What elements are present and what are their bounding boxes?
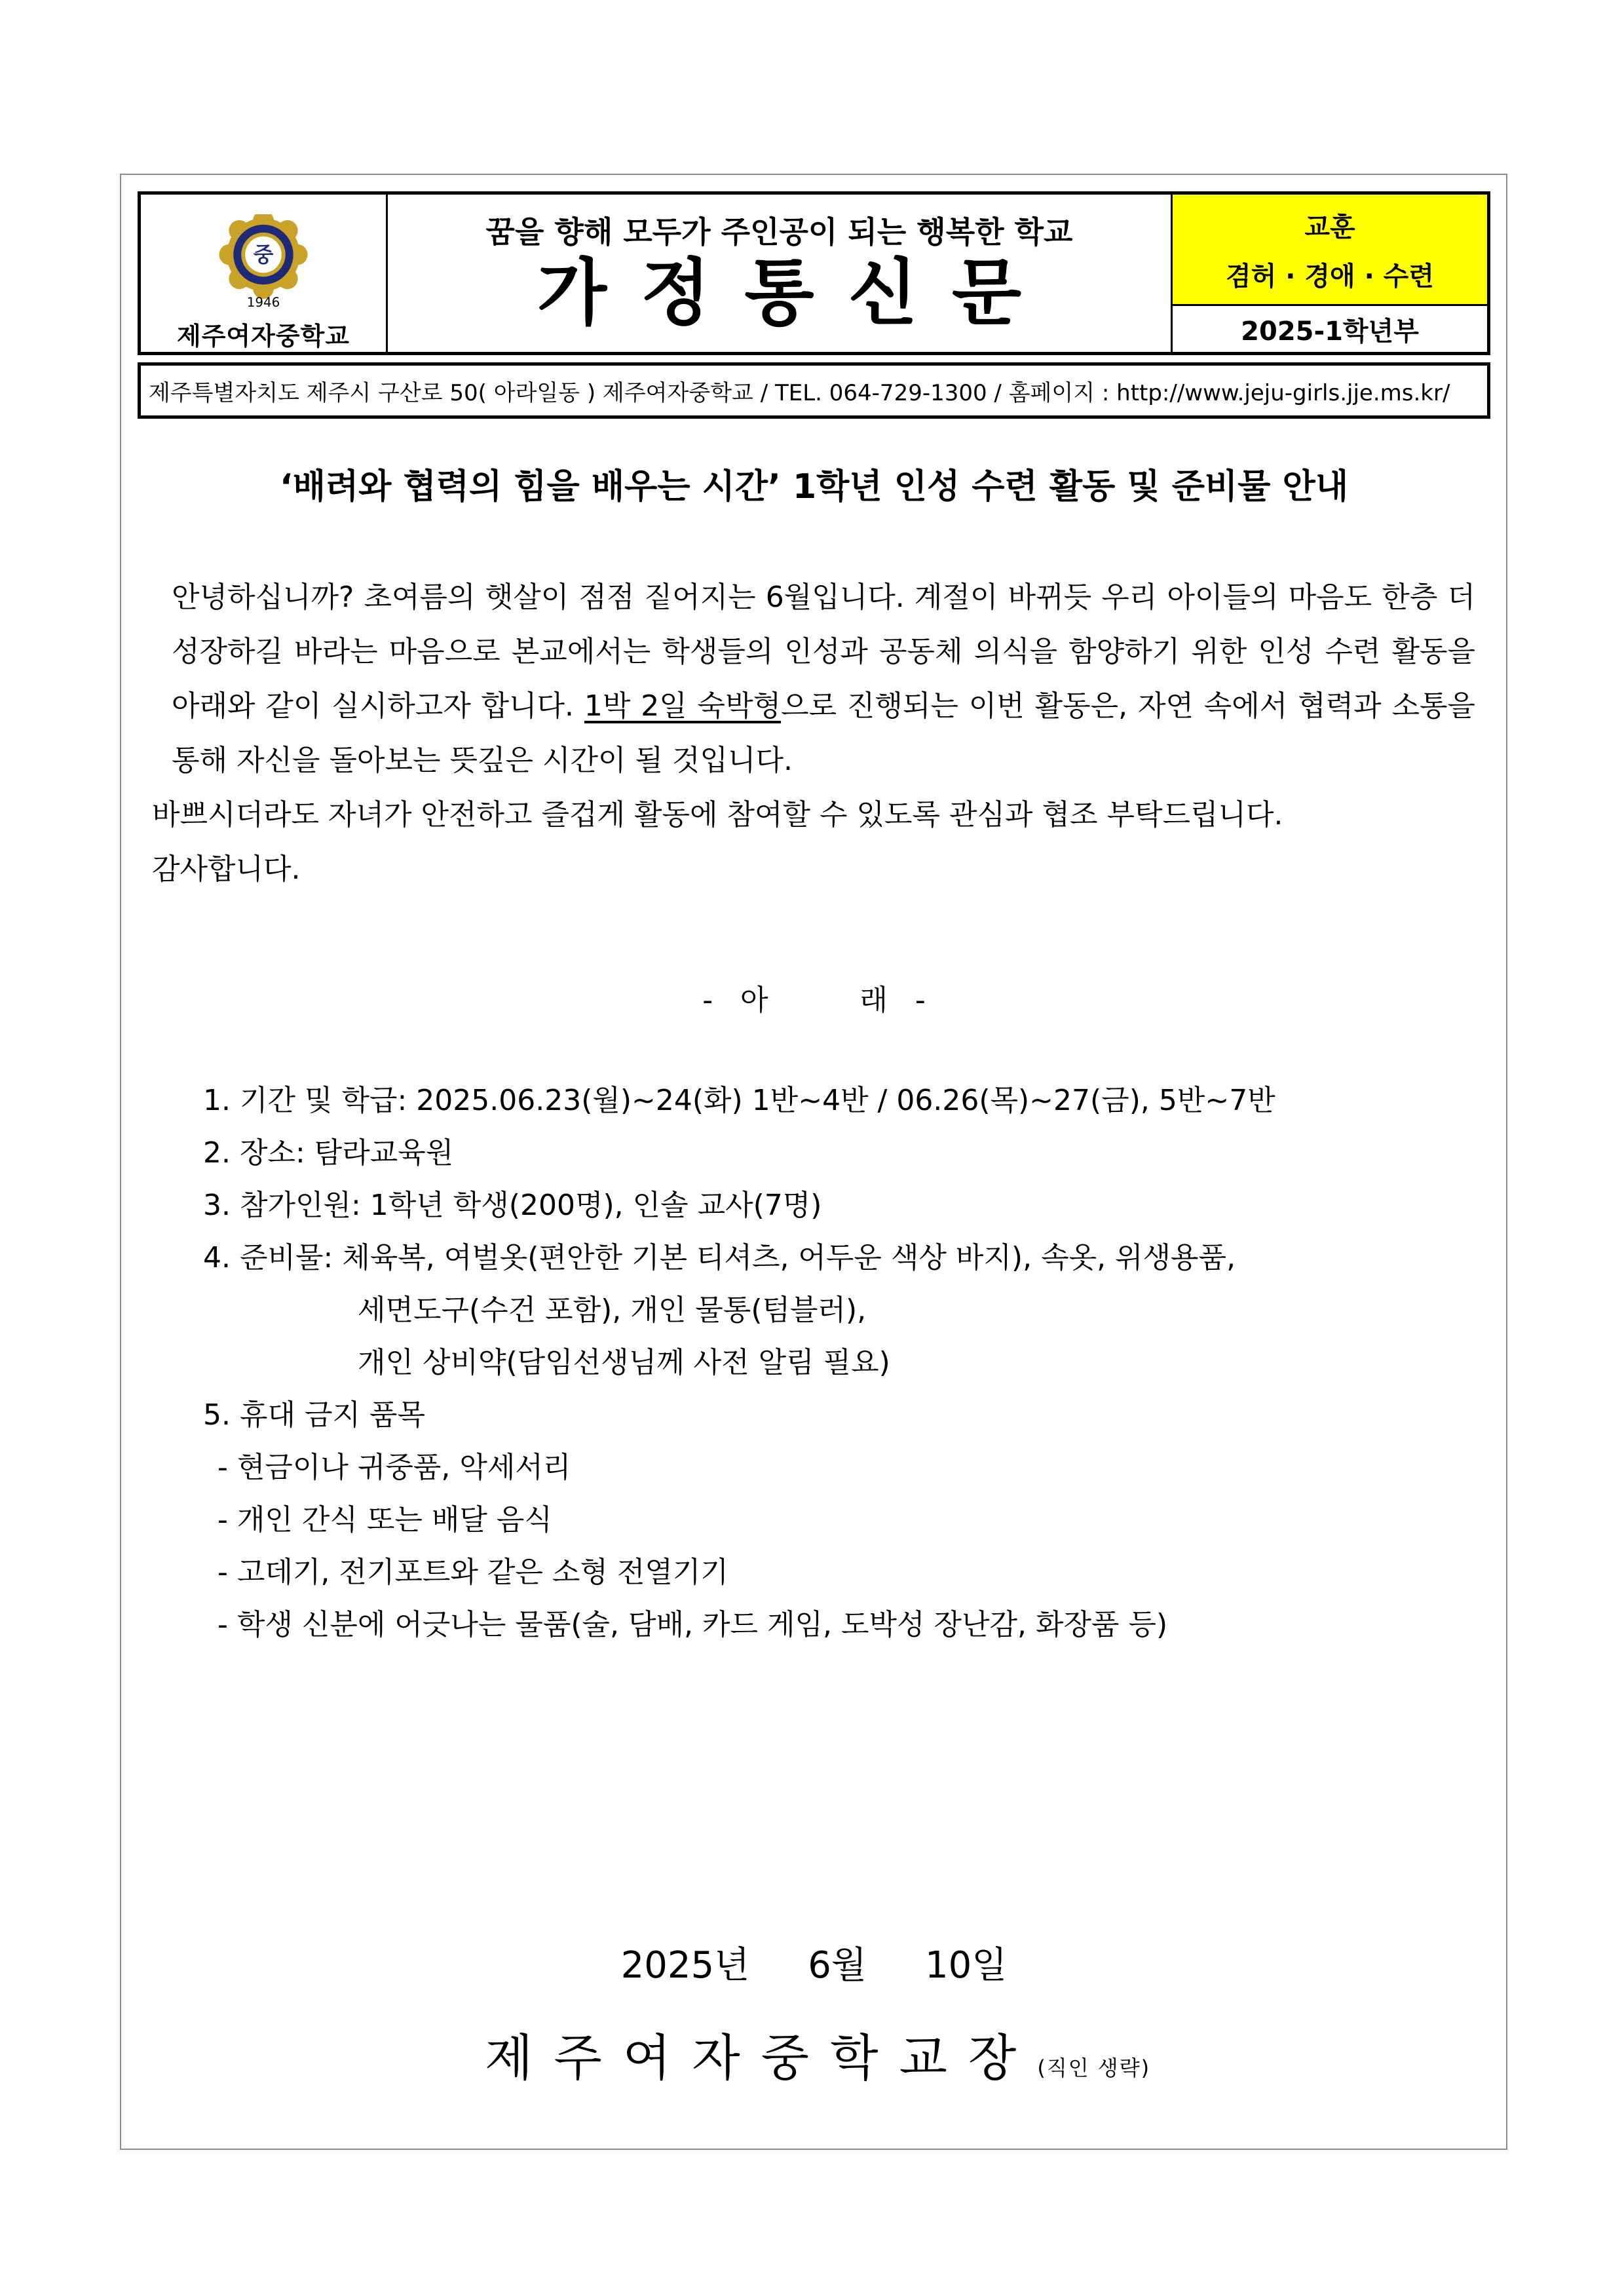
address-bar bbox=[138, 362, 1490, 419]
emblem-year: 1946 bbox=[246, 295, 280, 311]
school-emblem-icon bbox=[195, 214, 332, 312]
list-item: 개인 상비약(담임선생님께 사전 알림 필요) bbox=[358, 1346, 890, 1379]
list-item: - 개인 간식 또는 배달 음식 bbox=[217, 1503, 552, 1537]
arae-divider: - 아 래 - bbox=[702, 984, 926, 1017]
signature-text: 제주여자중학교장 bbox=[485, 2029, 1038, 2087]
document-heading: ‘배려와 협력의 힘을 배우는 시간’ 1학년 인성 수련 활동 및 준비물 안내 bbox=[279, 467, 1349, 507]
underlined-stay-type: 1박 2일 숙박형 bbox=[584, 689, 782, 723]
list-item: - 고데기, 전기포트와 같은 소형 전열기기 bbox=[217, 1556, 728, 1589]
list-item: 1. 기간 및 학급: 2025.06.23(월)~24(화) 1반~4반 / 06.26(목)~27(금), 5반~7반 bbox=[203, 1084, 1275, 1117]
list-item: - 현금이나 귀중품, 악세서리 bbox=[217, 1451, 571, 1484]
motto-label: 교훈 bbox=[1304, 212, 1355, 242]
intro-text-b: 으로 진행되는 이번 활동은, 자연 속에서 협력과 소통을 통해 자신을 돌아보는 뜻깊은 시간이 될 것입니다. bbox=[172, 689, 1476, 777]
department-label: 2025-1학년부 bbox=[1241, 316, 1419, 347]
intro-paragraph-3: 감사합니다. bbox=[152, 852, 301, 886]
title-cell bbox=[388, 195, 1173, 352]
address-text: 제주특별자치도 제주시 구산로 50( 아라일동 ) 제주여자중학교 / TEL. 064-729-1300 / 홈페이지 : http://www.jeju-girls.jje.ms.kr/ bbox=[149, 379, 1450, 406]
motto-cell bbox=[1173, 195, 1487, 352]
emblem-char: 중 bbox=[253, 243, 274, 267]
detail-list bbox=[203, 1075, 1275, 1651]
motto-box bbox=[1173, 195, 1487, 306]
principal-signature bbox=[485, 2018, 1150, 2090]
list-item: 3. 참가인원: 1학년 학생(200명), 인솔 교사(7명) bbox=[203, 1189, 822, 1222]
school-slogan: 꿈을 향해 모두가 주인공이 되는 행복한 학교 bbox=[485, 214, 1073, 250]
intro-paragraph-1 bbox=[152, 570, 1475, 788]
list-item: 4. 준비물: 체육복, 여벌옷(편안한 기본 티셔츠, 어두운 색상 바지), 속옷, 위생용품, bbox=[203, 1241, 1236, 1274]
signature-note: (직인 생략) bbox=[1037, 2056, 1151, 2080]
school-logo-cell bbox=[141, 195, 388, 352]
motto-text: 겸허 · 경애 · 수련 bbox=[1226, 261, 1434, 292]
list-item: 5. 휴대 금지 품목 bbox=[203, 1398, 425, 1432]
page-title: 가정통신문 bbox=[537, 251, 1056, 335]
intro-text bbox=[152, 570, 1475, 896]
list-item: 세면도구(수건 포함), 개인 물통(텀블러), bbox=[358, 1293, 867, 1327]
school-name: 제주여자중학교 bbox=[177, 322, 350, 351]
intro-text-a: 안녕하십니까? 초여름의 햇살이 점점 짙어지는 6월입니다. 계절이 바뀌듯 우리 아이들의 마음도 한층 더 성장하길 바라는 마음으로 본교에서는 학생들의 인성과 공동체 의식을 함양하기 위한 인성 수련 활동을 아래와 같이 실시하고자 합니다. bbox=[172, 581, 1476, 723]
list-item: - 학생 신분에 어긋나는 물품(술, 담배, 카드 게임, 도박성 장난감, 화장품 등) bbox=[217, 1608, 1168, 1641]
list-item: 2. 장소: 탐라교육원 bbox=[203, 1136, 454, 1170]
newsletter-header bbox=[138, 191, 1490, 355]
issue-date: 2025년 6월 10일 bbox=[620, 1944, 1008, 1987]
intro-paragraph-2: 바쁘시더라도 자녀가 안전하고 즐겁게 활동에 참여할 수 있도록 관심과 협조 부탁드립니다. bbox=[152, 798, 1283, 832]
